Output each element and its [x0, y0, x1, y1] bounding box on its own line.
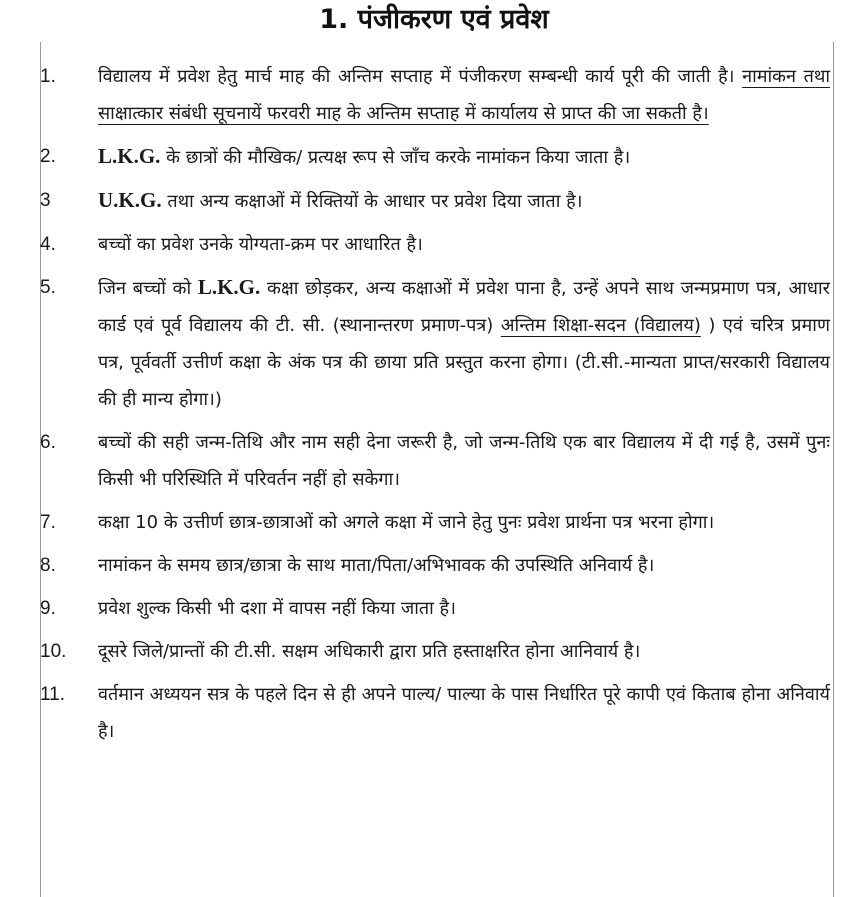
list-item-11 [40, 676, 830, 750]
list-item-1 [40, 58, 830, 132]
item-text: बच्चों का प्रवेश उनके योग्यता-क्रम पर आधारित है। [98, 234, 423, 255]
list-item-9 [40, 590, 830, 627]
item-text-underlined: नामांकन तथा साक्षात्कार संबंधी सूचनायें फरवरी माह के अन्तिम सप्ताह में कार्यालय से प्राप्त की जा सकती है। [98, 66, 830, 124]
list-item-10 [40, 633, 830, 670]
item-number: 6. [40, 432, 56, 453]
item-text: बच्चों की सही जन्म-तिथि और नाम सही देना जरूरी है, जो जन्म-तिथि एक बार विद्यालय में दी गई है, उसमें पुनः किसी भी परिस्थिति में परिवर्तन नहीं हो सकेगा। [98, 432, 830, 490]
class-abbreviation: L.K.G. [98, 144, 161, 168]
item-text: वर्तमान अध्ययन सत्र के पहले दिन से ही अपने पाल्य/ पाल्या के पास निर्धारित पूरे कापी एवं किताब होना अनिवार्य है। [98, 684, 830, 742]
item-text-underlined: अन्तिम शिक्षा-सदन (विद्यालय) [500, 315, 701, 336]
list-item-5 [40, 269, 830, 418]
item-number: 2. [40, 146, 56, 167]
list-item-6 [40, 424, 830, 498]
item-text: के छात्रों की मौखिक/ प्रत्यक्ष रूप से जाँच करके नामांकन किया जाता है। [160, 147, 631, 168]
list-item-4 [40, 226, 830, 263]
class-abbreviation: U.K.G. [98, 188, 162, 212]
section-title: 1. पंजीकरण एवं प्रवेश [319, 4, 549, 35]
item-number: 5. [40, 277, 56, 298]
item-number: 3 [40, 190, 51, 211]
item-text: नामांकन के समय छात्र/छात्रा के साथ माता/पिता/अभिभावक की उपस्थिति अनिवार्य है। [98, 555, 655, 576]
item-number: 7. [40, 512, 56, 533]
item-number: 1. [40, 66, 56, 87]
item-number: 10. [40, 641, 67, 662]
item-number: 11. [40, 684, 66, 705]
item-number: 8. [40, 555, 56, 576]
item-text: तथा अन्य कक्षाओं में रिक्तियों के आधार पर प्रवेश दिया जाता है। [161, 191, 583, 212]
item-text: कक्षा 10 के उत्तीर्ण छात्र-छात्राओं को अगले कक्षा में जाने हेतु पुनः प्रवेश प्रार्थना पत्र भरना होगा। [98, 512, 715, 533]
rules-list [40, 58, 830, 756]
item-text: जिन बच्चों को [98, 278, 198, 299]
class-abbreviation: L.K.G. [197, 275, 261, 299]
item-text: कक्षा छोड़कर, अन्य कक्षाओं में प्रवेश पाना है, उन्हें अपने साथ जन्मप्रमाण पत्र, आधार कार्ड एवं पूर्व विद्यालय की टी. सी. (स्थानान्तरण प्रमाण-पत्र) [98, 278, 830, 336]
list-item-2 [40, 138, 830, 176]
right-margin-rule [833, 42, 834, 897]
item-number: 9. [40, 598, 56, 619]
list-item-7 [40, 504, 830, 541]
item-text: ) एवं चरित्र प्रमाण पत्र, पूर्ववर्ती उत्तीर्ण कक्षा के अंक पत्र की छाया प्रति प्रस्तुत करना होगा। (टी.सी.-मान्यता प्राप्त/सरकारी विद्यालय की ही मान्य होगा।) [98, 315, 830, 410]
list-item-8 [40, 547, 830, 584]
item-number: 4. [40, 234, 56, 255]
item-text: दूसरे जिले/प्रान्तों की टी.सी. सक्षम अधिकारी द्वारा प्रति हस्ताक्षरित होना आनिवार्य है। [98, 641, 641, 662]
item-text: विद्यालय में प्रवेश हेतु मार्च माह की अन्तिम सप्ताह में पंजीकरण सम्बन्धी कार्य पूरी की जाती है। [98, 66, 743, 87]
list-item-3 [40, 182, 830, 220]
item-text: प्रवेश शुल्क किसी भी दशा में वापस नहीं किया जाता है। [98, 598, 456, 619]
